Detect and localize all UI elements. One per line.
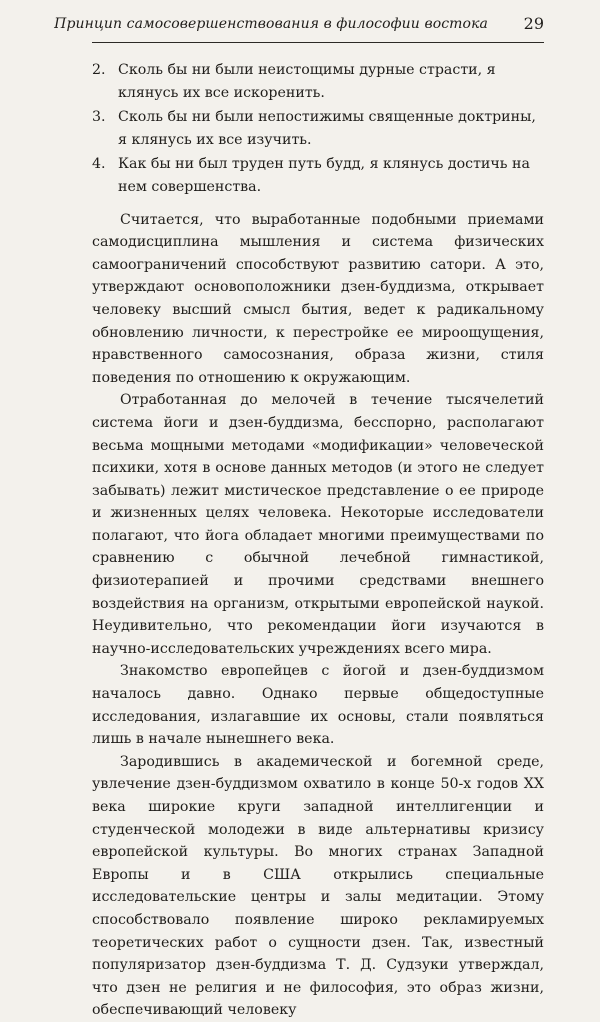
paragraph: Зародившись в академической и богемной среде, увлечение дзен-буддизмом охватило в конце 50-х годов XX века широкие круги западной интеллигенции и студенческой молодежи в виде альтернативы кризису европейской культуры. Во многих странах Западной Европы и в США открылись специальные исследовательские центры и залы медитации. Этому способствовало появление широко рекламируемых теоретических работ о сущности дзен. Так, известный популяризатор дзен-буддизма Т. Д. Судзуки утверждал, что дзен не религия и не философия, это образ жизни, обеспечивающий человеку <box>92 753 544 1019</box>
vow-item <box>92 153 544 198</box>
vow-item <box>92 59 544 104</box>
paragraph: Отработанная до мелочей в течение тысячелетий система йоги и дзен-буддизма, бесспорно, располагают весьма мощными методами «модификации» человеческой психики, хотя в основе данных методов (и этого не следует забывать) лежит мистическое представление о ее природе и жизненных целях человека. Некоторые исследователи полагают, что йога обладает многими преимуществами по сравнению с обычной лечебной гимнастикой, физиотерапией и прочими средствами внешнего воздействия на организм, открытыми европейской наукой. Неудивительно, что рекомендации йоги изучаются в научно-исследовательских учреждениях всего мира. <box>92 392 544 657</box>
vow-number: 3. <box>92 109 106 126</box>
vow-text: Сколь бы ни были неистощимы дурные страсти, я клянусь их все искоренить. <box>118 62 496 101</box>
vow-number: 4. <box>92 156 106 173</box>
vow-number: 2. <box>92 62 106 78</box>
paragraph: Знакомство европейцев с йогой и дзен-буддизмом началось давно. Однако первые общедоступные исследования, излагавшие их основы, стали появляться лишь в начале нынешнего века. <box>92 663 544 748</box>
vow-list <box>92 59 544 199</box>
vow-item <box>92 106 544 151</box>
page-header <box>54 14 544 38</box>
vow-text: Как бы ни был труден путь будд, я клянусь достичь на нем совершенства. <box>118 156 530 195</box>
header-rule <box>92 42 544 43</box>
running-title: Принцип самосовершенствования в философии востока <box>54 16 488 32</box>
page-number: 29 <box>523 14 544 33</box>
body-text <box>92 59 544 1022</box>
vow-text: Сколь бы ни были непостижимы священные доктрины, я клянусь их все изучить. <box>118 109 536 148</box>
paragraph: Считается, что выработанные подобными приемами самодисциплина мышления и система физических самоограничений способствуют развитию сатори. А это, утверждают основоположники дзен-буддизма, открывает человеку высший смысл бытия, ведет к радикальному обновлению личности, к перестройке ее мироощущения, нравственного самосознания, образа жизни, стиля поведения по отношению к окружающим. <box>92 211 544 386</box>
